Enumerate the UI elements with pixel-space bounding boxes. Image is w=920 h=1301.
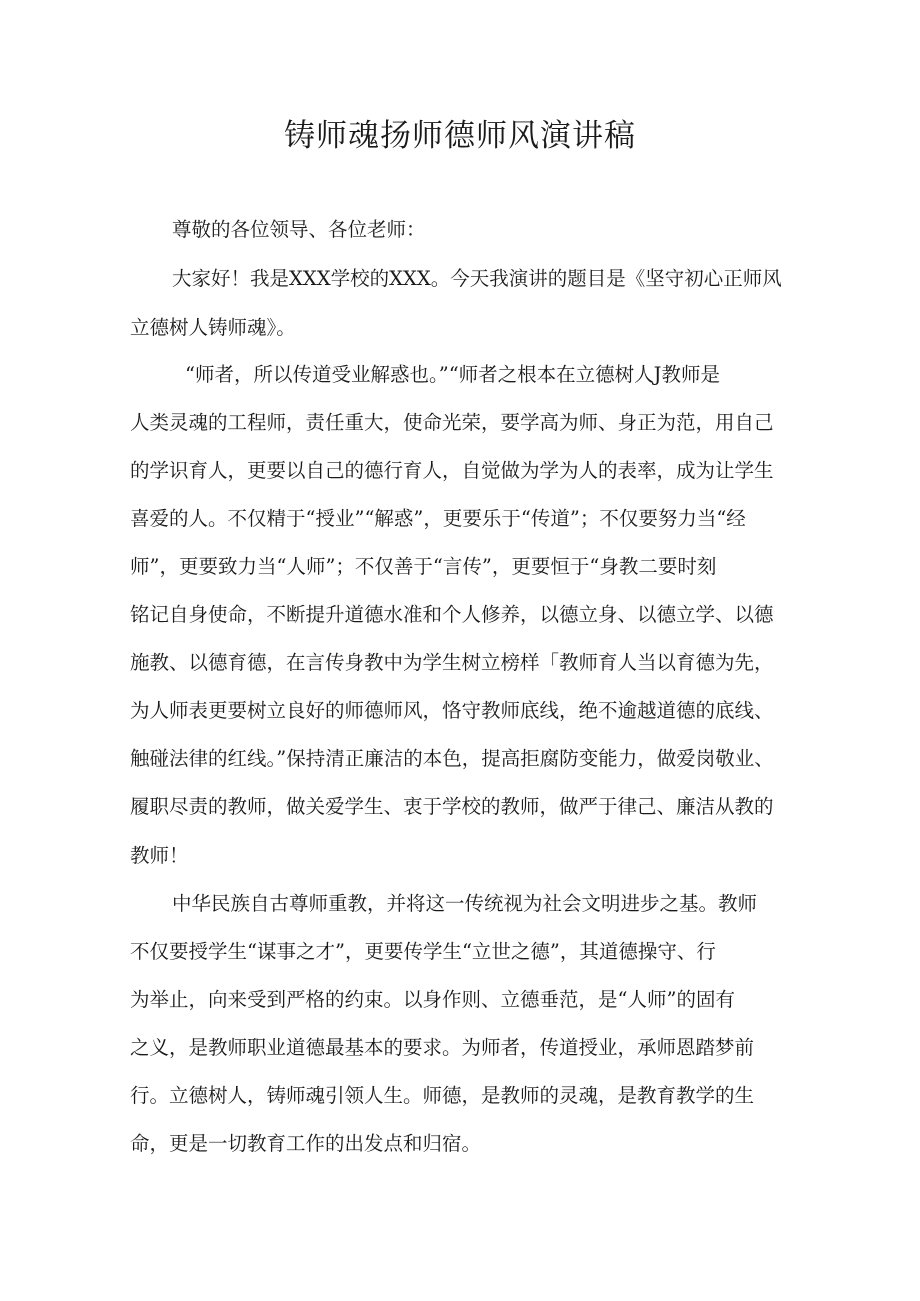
text-line: 中华民族自古尊师重教，并将这一传统视为社会文明进步之基。教师 [172, 892, 758, 915]
text-line: 不仅要授学生“谋事之才”，更要传学生“立世之德”，其道德操守、行 [130, 940, 716, 963]
text-line: 行。立德树人，铸师魂引领人生。师德，是教师的灵魂，是教育教学的生 [130, 1084, 755, 1107]
text-line: “师者，所以传道受业解惑也。”“师者之根本在立德树人J教师是 [185, 363, 720, 386]
text-line: 喜爱的人。不仅精于“授业”“解惑”，更要乐于“传道”；不仅要努力当“经 [130, 507, 746, 530]
text-line: 立德树人铸师魂》。 [130, 316, 296, 339]
text-line: 师”，更要致力当“人师”；不仅善于“言传”，更要恒于“身教二要时刻 [130, 555, 717, 578]
text-line: 为人师表更要树立良好的师德师风，恪守教师底线，绝不逾越道德的底线、 [130, 699, 774, 722]
text-line: 铭记自身使命，不断提升道德水准和个人修养，以德立身、以德立学、以德 [130, 603, 774, 626]
text-line: 人类灵魂的工程师，责任重大，使命光荣，要学高为师、身正为范，用自己 [130, 411, 774, 434]
text-line: 之义，是教师职业道德最基本的要求。为师者，传道授业，承师恩踏梦前 [130, 1036, 755, 1059]
text-line: 施教、以德育德，在言传身教中为学生树立榜样「教师育人当以育德为先， [130, 651, 774, 674]
text-line: 为举止，向来受到严格的约束。以身作则、立德垂范，是“人师”的固有 [130, 988, 735, 1011]
salutation-line: 尊敬的各位领导、各位老师： [172, 218, 426, 241]
document-title: 铸师魂扬师德师风演讲稿 [284, 118, 636, 154]
text-line: 履职尽责的教师，做关爱学生、衷于学校的教师，做严于律己、廉洁从教的 [130, 795, 774, 818]
text-line: 教师！ [130, 844, 189, 867]
text-line: 命，更是一切教育工作的出发点和归宿。 [130, 1132, 482, 1155]
text-line: 大家好！我是XXX学校的XXX。今天我演讲的题目是《坚守初心正师风 [172, 267, 782, 290]
text-line: 触碰法律的红线。”保持清正廉洁的本色，提高拒腐防变能力，做爱岗敬业、 [130, 747, 774, 770]
text-line: 的学识育人，更要以自己的德行育人，自觉做为学为人的表率，成为让学生 [130, 459, 774, 482]
